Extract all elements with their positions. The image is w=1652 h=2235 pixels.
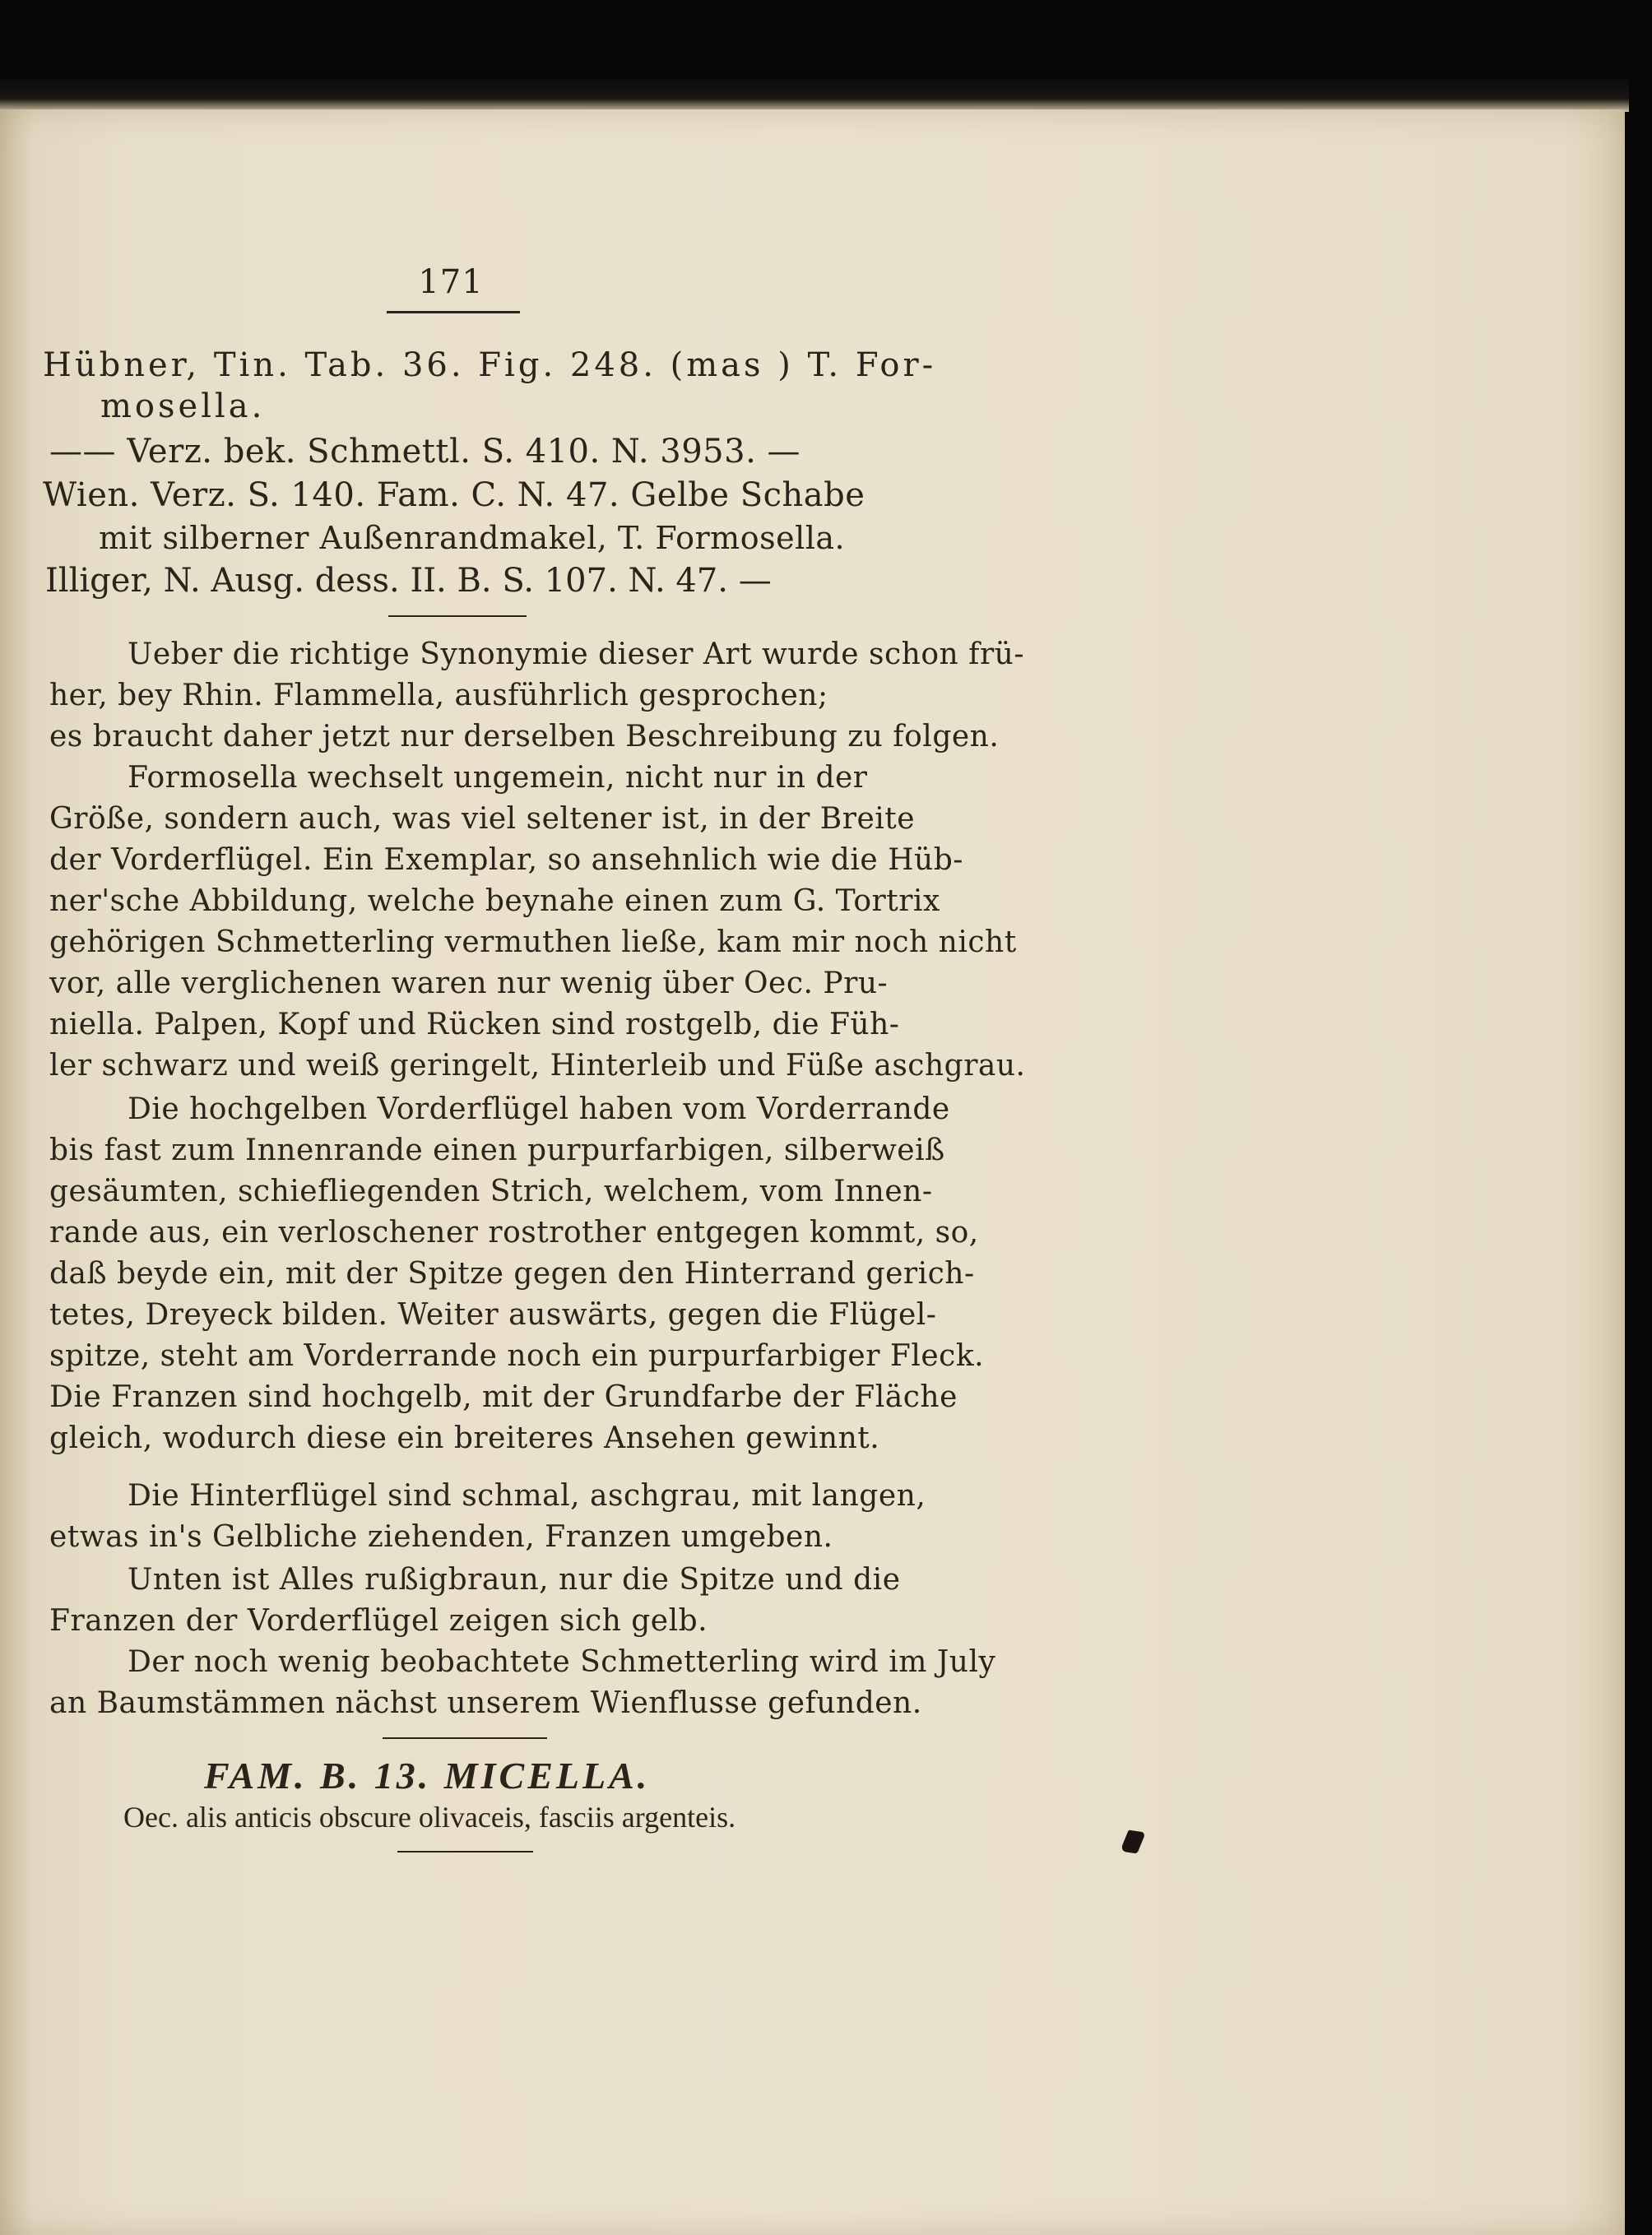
body-line: es braucht daher jetzt nur derselben Beschreibung zu folgen.	[49, 720, 1000, 754]
citation-line: mosella.	[100, 387, 266, 425]
body-line: Formosella wechselt ungemein, nicht nur in der	[128, 761, 868, 795]
body-line: niella. Palpen, Kopf und Rücken sind rostgelb, die Füh-	[49, 1008, 900, 1041]
body-line: der Vorderflügel. Ein Exemplar, so ansehnlich wie die Hüb-	[49, 843, 963, 877]
body-line: spitze, steht am Vorderrande noch ein purpurfarbiger Fleck.	[49, 1339, 985, 1373]
divider-rule	[387, 311, 520, 313]
body-line: bis fast zum Innenrande einen purpurfarbigen, silberweiß	[49, 1134, 945, 1167]
body-line: ner'sche Abbildung, welche beynahe einen zum G. Tortrix	[49, 884, 940, 918]
body-line: ler schwarz und weiß geringelt, Hinterleib und Füße aschgrau.	[49, 1049, 1026, 1083]
citation-line: —— Verz. bek. Schmettl. S. 410. N. 3953. —	[49, 433, 800, 471]
body-line: Die Franzen sind hochgelb, mit der Grundfarbe der Fläche	[49, 1380, 958, 1414]
body-line: gesäumten, schiefliegenden Strich, welchem, vom Innen-	[49, 1175, 933, 1208]
body-line: vor, alle verglichenen waren nur wenig über Oec. Pru-	[49, 967, 889, 1000]
body-line: Größe, sondern auch, was viel seltener ist, in der Breite	[49, 802, 916, 836]
body-line: an Baumstämmen nächst unserem Wienflusse gefunden.	[49, 1686, 922, 1720]
body-line: her, bey Rhin. Flammella, ausführlich gesprochen;	[49, 679, 828, 712]
body-line: gehörigen Schmetterling vermuthen ließe, kam mir noch nicht	[49, 925, 1017, 959]
body-line: Die Hinterflügel sind schmal, aschgrau, mit langen,	[128, 1479, 926, 1513]
page-number: 171	[418, 263, 484, 301]
divider-rule	[388, 615, 527, 617]
citation-line: Illiger, N. Ausg. dess. II. B. S. 107. N. 47. —	[45, 562, 772, 600]
scan-border	[0, 79, 1629, 112]
citation-line: mit silberner Außenrandmakel, T. Formosella.	[99, 520, 846, 556]
citation-line: Hübner, Tin. Tab. 36. Fig. 248. (mas ) T. For-	[43, 346, 937, 384]
divider-rule	[383, 1737, 547, 1739]
body-line: tetes, Dreyeck bilden. Weiter auswärts, gegen die Flügel-	[49, 1298, 937, 1332]
family-description: Oec. alis anticis obscure olivaceis, fasciis argenteis.	[123, 1801, 736, 1834]
citation-line: Wien. Verz. S. 140. Fam. C. N. 47. Gelbe Schabe	[43, 476, 865, 514]
divider-rule	[397, 1851, 533, 1852]
body-line: Franzen der Vorderflügel zeigen sich gelb.	[49, 1604, 708, 1638]
body-line: Der noch wenig beobachtete Schmetterling wird im July	[128, 1645, 996, 1679]
body-line: gleich, wodurch diese ein breiteres Ansehen gewinnt.	[49, 1421, 880, 1455]
body-line: Ueber die richtige Synonymie dieser Art wurde schon frü-	[128, 638, 1024, 671]
family-heading: FAM. B. 13. MICELLA.	[204, 1755, 651, 1797]
body-line: rande aus, ein verloschener rostrother entgegen kommt, so,	[49, 1216, 979, 1250]
body-line: daß beyde ein, mit der Spitze gegen den Hinterrand gerich-	[49, 1257, 975, 1291]
body-line: Die hochgelben Vorderflügel haben vom Vorderrande	[128, 1092, 950, 1126]
body-line: etwas in's Gelbliche ziehenden, Franzen umgeben.	[49, 1520, 833, 1554]
body-line: Unten ist Alles rußigbraun, nur die Spitze und die	[128, 1563, 901, 1597]
